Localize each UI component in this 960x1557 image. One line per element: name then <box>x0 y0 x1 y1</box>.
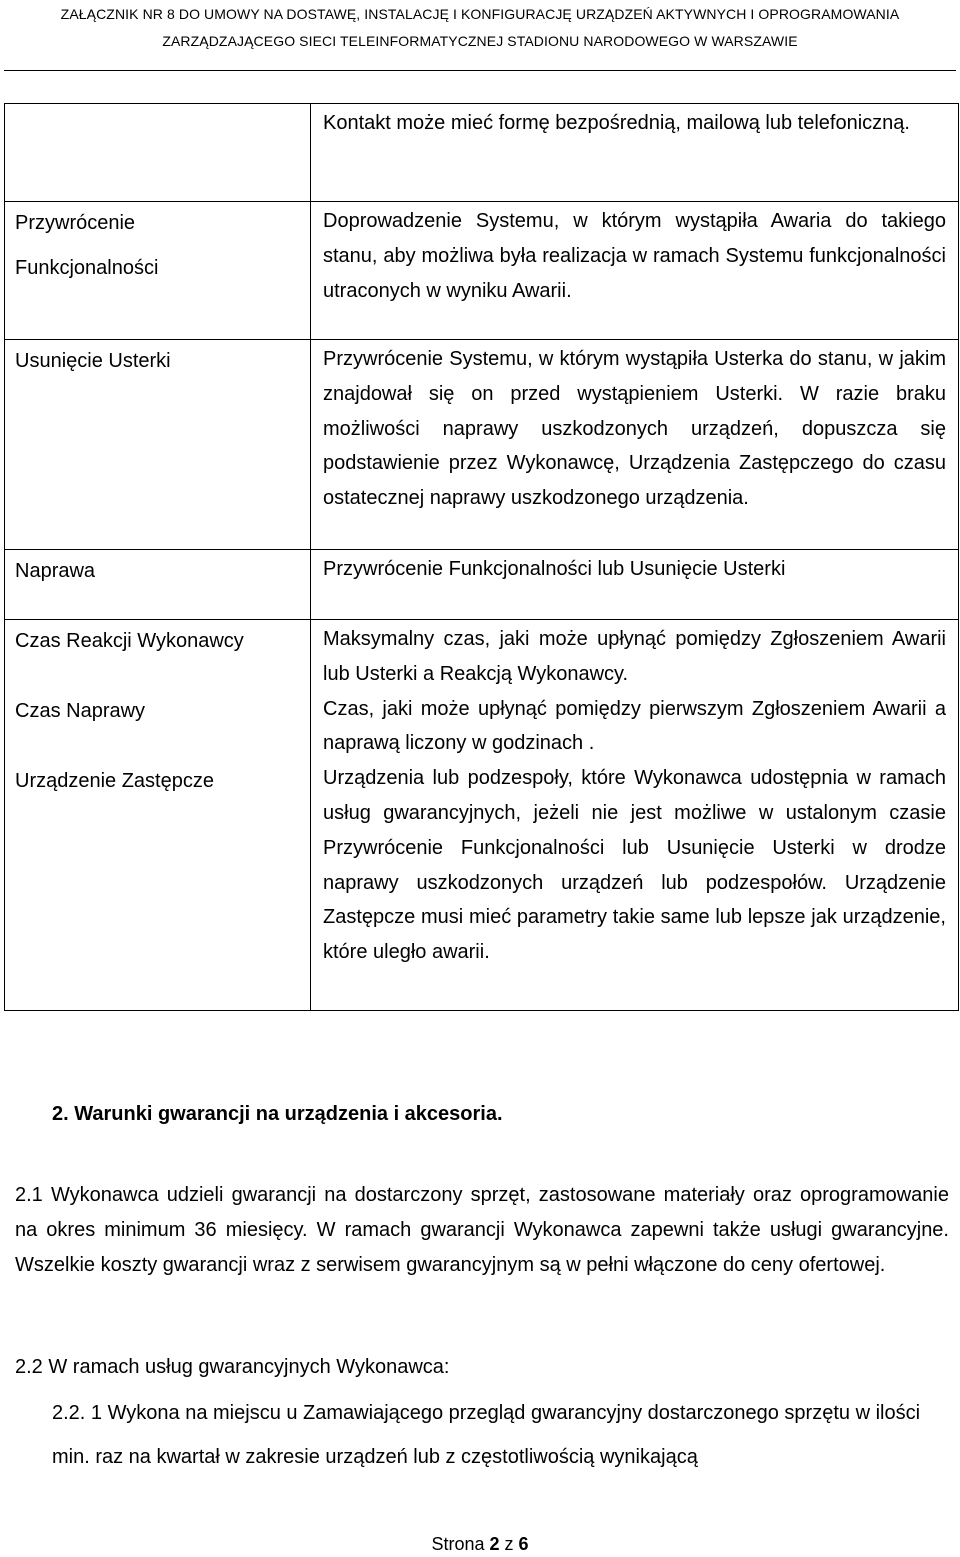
term-usuniecie-usterki: Usunięcie Usterki <box>5 340 311 550</box>
paragraph-2-2-1: 2.2. 1 Wykona na miejscu u Zamawiającego przegląd gwarancyjny dostarczonego sprzętu w ilości min. raz na kwartał w zakresie urządzeń lub z częstotliwością wynikającą <box>52 1402 921 1468</box>
definition-cell: Przywrócenie Funkcjonalności lub Usunięcie Usterki <box>311 550 959 620</box>
table-row <box>5 104 959 202</box>
footer-current-page: 2 <box>489 1534 500 1554</box>
definition-cell: Kontakt może mieć formę bezpośrednią, mailową lub telefoniczną. <box>311 104 959 202</box>
term-urzadzenie-zastepcze: Urządzenie Zastępcze <box>15 770 214 792</box>
definition-czas-reakcji: Maksymalny czas, jaki może upłynąć pomiędzy Zgłoszeniem Awarii lub Usterki a Reakcją Wykonawcy. <box>323 628 946 685</box>
header-line-1: ZAŁĄCZNIK NR 8 DO UMOWY NA DOSTAWĘ, INSTALACJĘ I KONFIGURACJĘ URZĄDZEŃ AKTYWNYCH I OPROGRAMOWANIA <box>60 6 900 22</box>
header-divider <box>4 70 956 71</box>
term-przywrocenie-line2: Funkcjonalności <box>15 257 159 279</box>
definition-urzadzenie-zastepcze: Urządzenia lub podzespoły, które Wykonawca udostępnia w ramach usług gwarancyjnych, jeżeli nie jest możliwe w ustalonym czasie Przywrócenie Funkcjonalności lub Usunięcie Usterki w drodze naprawy uszkodzonych urządzeń lub podzespołów. Urządzenie Zastępcze musi mieć parametry takie same lub lepsze jak urządzenie, które uległo awarii. <box>323 767 946 964</box>
term-cell <box>5 620 311 1011</box>
term-cell <box>5 104 311 202</box>
definition-cell: Przywrócenie Systemu, w którym wystąpiła Usterka do stanu, w jakim znajdował się on przed wystąpieniem Usterki. W razie braku możliwości naprawy uszkodzonych urządzeń, dopuszcza się podstawienie przez Wykonawcę, Urządzenia Zastępczego do czasu ostatecznej naprawy uszkodzonego urządzenia. <box>311 340 959 550</box>
footer-separator: z <box>499 1534 519 1554</box>
page-footer <box>0 1534 960 1555</box>
term-naprawa: Naprawa <box>5 550 311 620</box>
footer-prefix: Strona <box>431 1534 490 1554</box>
term-czas-naprawy: Czas Naprawy <box>15 700 146 722</box>
table-row <box>5 202 959 340</box>
definition-cell: Doprowadzenie Systemu, w którym wystąpiła Awaria do takiego stanu, aby możliwa była realizacja w ramach Systemu funkcjonalności utraconych w wyniku Awarii. <box>311 202 959 340</box>
table-row <box>5 340 959 550</box>
term-cell <box>5 202 311 340</box>
paragraph-2-2: 2.2 W ramach usług gwarancyjnych Wykonawca: <box>15 1356 450 1378</box>
definitions-table <box>4 103 959 1011</box>
paragraph-2-1: 2.1 Wykonawca udzieli gwarancji na dostarczony sprzęt, zastosowane materiały oraz oprogramowanie na okres minimum 36 miesięcy. W ramach gwarancji Wykonawca zapewni także usługi gwarancyjne. Wszelkie koszty gwarancji wraz z serwisem gwarancyjnym są w pełni włączone do ceny ofertowej. <box>15 1184 949 1276</box>
term-czas-reakcji: Czas Reakcji Wykonawcy <box>15 630 244 652</box>
table-row <box>5 550 959 620</box>
footer-total-pages: 6 <box>518 1534 529 1554</box>
definition-czas-naprawy: Czas, jaki może upłynąć pomiędzy pierwszym Zgłoszeniem Awarii a naprawą liczony w godzinach . <box>323 697 946 755</box>
definition-cell <box>311 620 959 1011</box>
header-line-2: ZARZĄDZAJĄCEGO SIECI TELEINFORMATYCZNEJ STADIONU NARODOWEGO W WARSZAWIE <box>162 33 798 49</box>
table-row <box>5 620 959 1011</box>
section-heading: 2. Warunki gwarancji na urządzenia i akcesoria. <box>52 1103 503 1125</box>
term-przywrocenie-line1: Przywrócenie <box>15 212 136 234</box>
